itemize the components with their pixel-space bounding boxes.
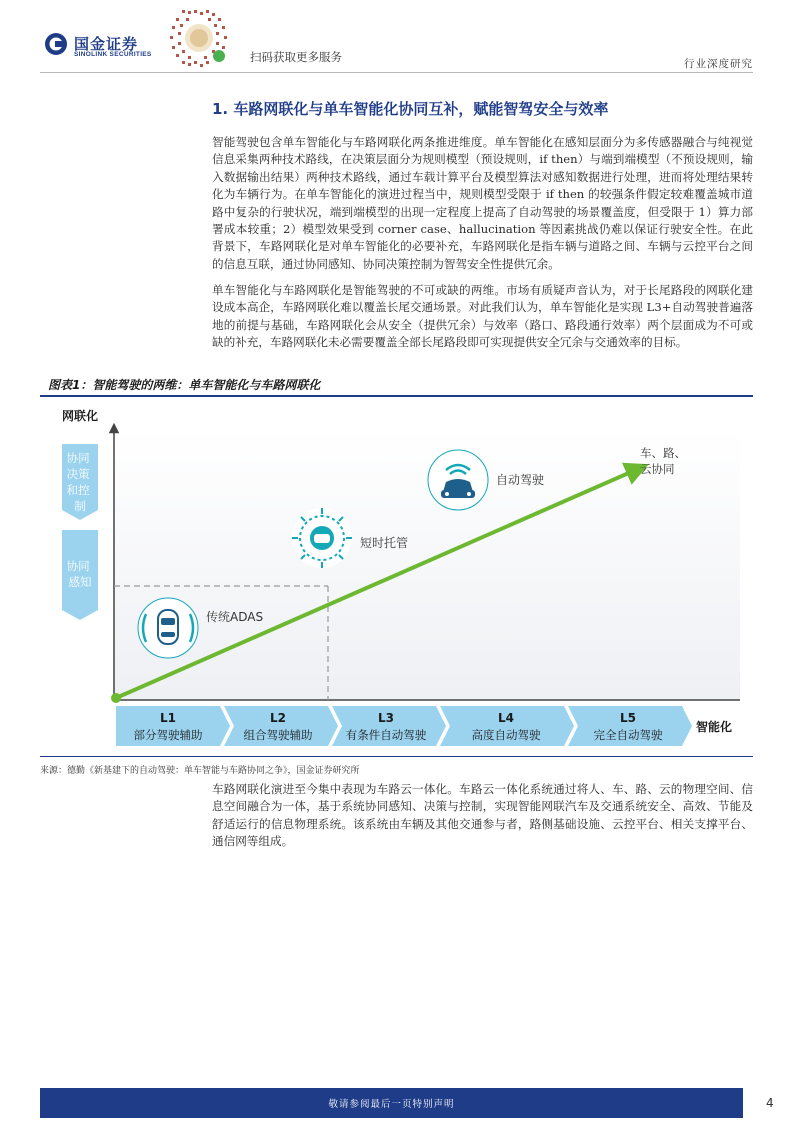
milestone-adas-label: 传统ADAS (206, 610, 264, 624)
y-axis-label: 网联化 (62, 409, 99, 423)
header-divider (40, 72, 753, 73)
page-number: 4 (766, 1096, 774, 1110)
level-code-l3: L3 (378, 711, 394, 725)
level-name-l1: 部分驾驶辅助 (133, 728, 203, 742)
figure-title: 图表1：智能驾驶的两维：单车智能化与车路网联化 (48, 378, 321, 392)
logo-cn-text: 国金证券 (74, 35, 139, 53)
footer-bar (40, 1088, 743, 1118)
level-name-l5: 完全自动驾驶 (593, 728, 663, 742)
level-code-l5: L5 (620, 711, 636, 725)
qr-code-icon[interactable] (164, 8, 234, 70)
level-code-l2: L2 (270, 711, 286, 725)
figure-top-rule (40, 395, 753, 397)
section-title: 1. 车路网联化与单车智能化协同互补，赋能智驾安全与效率 (212, 100, 609, 118)
figure-source: 来源：德勤《新基建下的自动驾驶：单车智能与车路协同之争》，国金证券研究所 (40, 766, 360, 776)
y-stage-top-label: 协同 决策 和控 制 (66, 451, 90, 513)
body-paragraph-3: 车路网联化演进至今集中表现为车路云一体化。车路云一体化系统通过将人、车、路、云的物理空间、信息空间融合为一体，基于系统协同感知、决策与控制，实现智能网联汽车及交通系统安全、高效、节能及舒适运行的信息物理系统。该系统由车辆及其他交通参与者，路侧基础设施、云控平台、相关支撑平台、通信网等组成。 (212, 782, 753, 849)
level-bar (116, 706, 692, 746)
body-paragraph-1: 智能驾驶包含单车智能化与车路网联化两条推进维度。单车智能化在感知层面分为多传感器融合与纯视觉信息采集两种技术路线，在决策层面分为规则模型（预设规则，if then）与端到端模型（不预设规则，输入数据输出结果）两种技术路线，通过车载计算平台及模型算法对感知数据进行处理，进而将处理结果转化为车辆行为。在单车智能化的演进过程当中，规则模型受限于 if then 的较强条件假定较难覆盖城市道路中复杂的行驶状况，端到端模型的出现一定程度上提高了自动驾驶的场景覆盖度，但受限于 1）算力部署成本较重；2）模型效果受到 corner case、hallucination 等因素挑战仍难以保证行驶安全性。在此背景下，车路网联化是对单车智能化的必要补充，车路网联化是指车辆与道路之间、车辆与云控平台之间的信息互联，通过协同感知、协同决策控制为智驾安全性提供冗余。 (212, 135, 753, 271)
level-code-l4: L4 (498, 711, 514, 725)
body-paragraph-2: 单车智能化与车路网联化是智能驾驶的不可或缺的两维。市场有质疑声音认为，对于长尾路段的网联化建设成本高企，车路网联化难以覆盖长尾交通场景。对此我们认为，单车智能化是实现 L3+自动驾驶普遍落地的前提与基础，车路网联化会从安全（提供冗余）与效率（路口、路段通行效率）两个层面成为不可或缺的补充，车路网联化未必需要覆盖全部长尾路段即可实现提供安全冗余与交通效率的目标。 (212, 283, 753, 350)
footer-disclaimer-link[interactable]: 敬请参阅最后一页特别声明 (328, 1099, 455, 1110)
scan-for-service-text: 扫码获取更多服务 (250, 50, 342, 64)
logo-mark-icon (44, 32, 68, 56)
company-logo (44, 32, 154, 60)
y-stage-bottom-label: 协同 感知 (66, 559, 92, 589)
milestone-autonomous-label: 自动驾驶 (496, 473, 545, 487)
endpoint-label: 车、路、 云协同 (640, 446, 686, 476)
x-axis-label: 智能化 (696, 720, 733, 734)
logo-en-text: SINOLINK SECURITIES (74, 51, 152, 58)
progression-start-dot (111, 693, 121, 703)
level-name-l3: 有条件自动驾驶 (345, 728, 427, 742)
level-name-l4: 高度自动驾驶 (471, 728, 541, 742)
level-name-l2: 组合驾驶辅助 (243, 728, 313, 742)
autonomy-diagram (40, 400, 753, 752)
milestone-handover-label: 短时托管 (360, 536, 409, 550)
level-code-l1: L1 (160, 711, 176, 725)
figure-bottom-rule (40, 756, 753, 757)
report-type-label: 行业深度研究 (684, 58, 753, 70)
page-header (0, 0, 793, 78)
